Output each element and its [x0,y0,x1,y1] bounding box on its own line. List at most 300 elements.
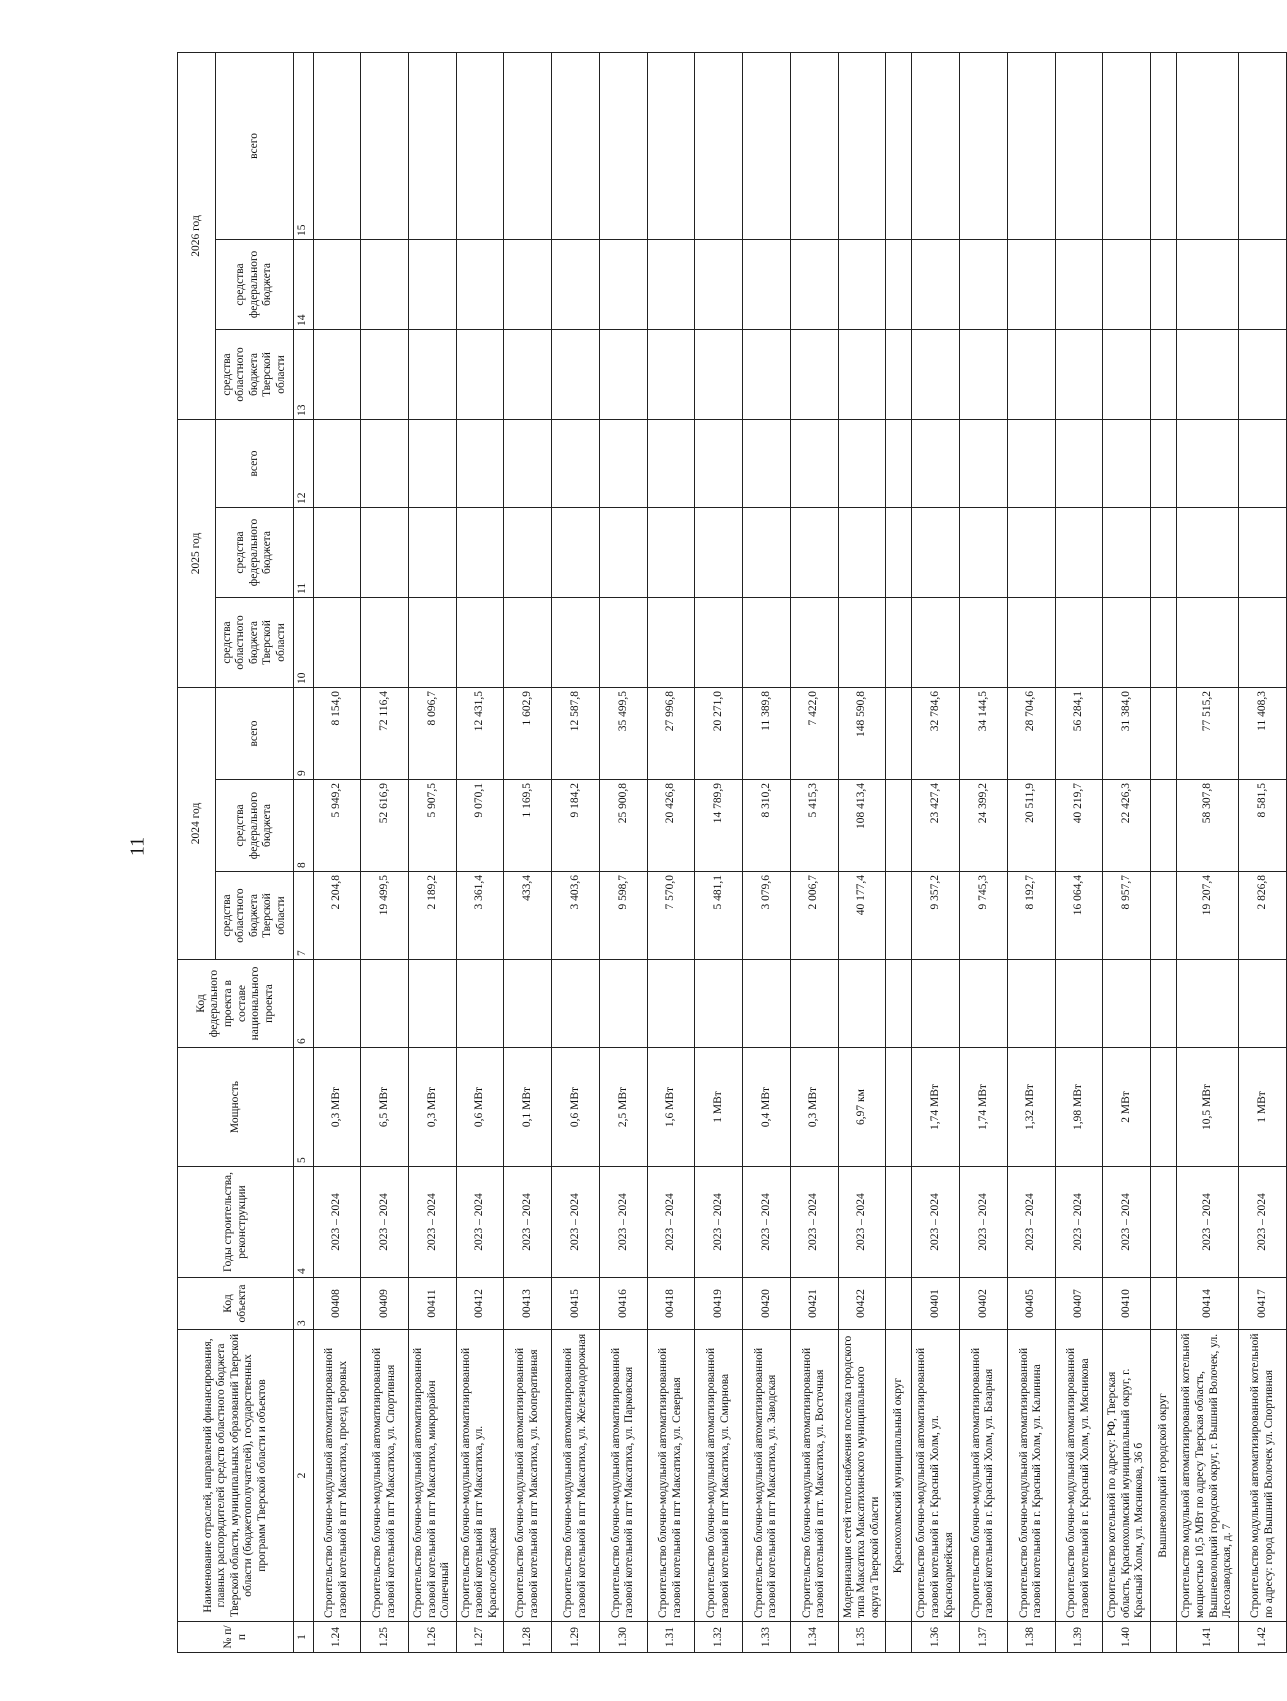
empty-cell [886,872,912,960]
total-2024: 8 096,7 [408,687,456,779]
total-2024: 11 389,8 [743,687,791,779]
section-title: Вышневолоцкий городской округ [1151,1330,1177,1622]
object-code: 00416 [599,1278,647,1330]
total-2024: 32 784,6 [912,687,960,779]
total-2026 [313,52,361,239]
construction-years: 2023 – 2024 [838,1167,886,1278]
fed-project-code [1007,960,1055,1048]
empty-cell [1151,239,1177,329]
fed-project-code [599,960,647,1048]
empty-cell [1151,872,1177,960]
empty-cell [886,52,912,239]
total-2026 [552,52,600,239]
total-2025 [504,419,552,507]
table-row [743,52,791,1652]
total-2024: 8 154,0 [313,687,361,779]
capacity: 0,3 МВт [790,1048,838,1167]
row-number: 1.24 [313,1622,361,1653]
total-2026 [1239,52,1287,239]
total-2026 [1103,52,1151,239]
fed-project-code [838,960,886,1048]
row-number: 1.27 [456,1622,504,1653]
total-2025 [1239,419,1287,507]
regional-2025 [1055,597,1103,687]
object-code: 00412 [456,1278,504,1330]
header-regional-2025: средства областного бюджета Тверской области [216,597,294,687]
total-2025 [790,419,838,507]
table-row [361,52,409,1652]
empty-cell [886,780,912,872]
construction-years: 2023 – 2024 [1055,1167,1103,1278]
empty-cell [1151,1278,1177,1330]
construction-years: 2023 – 2024 [1239,1167,1287,1278]
regional-2024: 2 006,7 [790,872,838,960]
federal-2025 [912,507,960,597]
capacity: 1,6 МВт [647,1048,695,1167]
federal-2026 [408,239,456,329]
regional-2026 [1239,329,1287,419]
construction-years: 2023 – 2024 [1007,1167,1055,1278]
header-federal-2025: средства федерального бюджета [216,507,294,597]
total-2025 [313,419,361,507]
federal-2025 [647,507,695,597]
total-2025 [599,419,647,507]
object-name: Строительство блочно-модульной автоматизированной газовой котельной в г. Красный Холм, ул. Базарная [960,1330,1008,1622]
object-code: 00419 [695,1278,743,1330]
object-name: Строительство блочно-модульной автоматизированной газовой котельной в пгт Максатиха, ул. Парковская [599,1330,647,1622]
regional-2026 [790,329,838,419]
empty-cell [886,597,912,687]
regional-2025 [838,597,886,687]
object-name: Строительство блочно-модульной автоматизированной газовой котельной в г. Красный Холм, ул. Красноармейская [912,1330,960,1622]
federal-2026 [1239,239,1287,329]
total-2026 [1007,52,1055,239]
regional-2025 [313,597,361,687]
total-2026 [838,52,886,239]
federal-2026 [361,239,409,329]
row-number: 1.37 [960,1622,1008,1653]
federal-2024: 20 511,9 [1007,780,1055,872]
regional-2026 [1103,329,1151,419]
object-name: Модернизация сетей теплоснабжения поселка городского типа Максатиха Максатихинского муниципального округа Тверской области [838,1330,886,1622]
federal-2026 [743,239,791,329]
regional-2026 [361,329,409,419]
federal-2026 [552,239,600,329]
federal-2024: 20 426,8 [647,780,695,872]
regional-2026 [313,329,361,419]
regional-2025 [361,597,409,687]
federal-2026 [647,239,695,329]
capacity: 1 МВт [695,1048,743,1167]
total-2026 [361,52,409,239]
federal-2026 [1177,239,1239,329]
row-number: 1.38 [1007,1622,1055,1653]
total-2024: 27 996,8 [647,687,695,779]
federal-2024: 9 184,2 [552,780,600,872]
capacity: 1,32 МВт [1007,1048,1055,1167]
total-2025 [695,419,743,507]
object-name: Строительство котельной по адресу: РФ, Тверская область, Краснохолмский муниципальный округ, г. Красный Холм, ул. Мясникова, 36 б [1103,1330,1151,1622]
regional-2026 [552,329,600,419]
table-row [456,52,504,1652]
federal-2026 [1007,239,1055,329]
object-code: 00408 [313,1278,361,1330]
fed-project-code [960,960,1008,1048]
object-code: 00409 [361,1278,409,1330]
table-body [294,52,1287,1652]
header-regional-2024: средства областного бюджета Тверской области [216,872,294,960]
row-number: 1.39 [1055,1622,1103,1653]
fed-project-code [456,960,504,1048]
capacity: 1,98 МВт [1055,1048,1103,1167]
capacity: 1,74 МВт [960,1048,1008,1167]
object-name: Строительство модульной автоматизированной котельной по адресу: город Вышний Волочек ул. Спортивная [1239,1330,1287,1622]
total-2024: 11 408,3 [1239,687,1287,779]
total-2025 [456,419,504,507]
regional-2025 [456,597,504,687]
section-no-cell [1151,1622,1177,1653]
federal-2025 [695,507,743,597]
total-2026 [743,52,791,239]
regional-2024: 9 745,3 [960,872,1008,960]
header-power: Мощность [178,1048,294,1167]
regional-2025 [960,597,1008,687]
federal-2025 [790,507,838,597]
federal-2024: 40 219,7 [1055,780,1103,872]
federal-2024: 52 616,9 [361,780,409,872]
object-name: Строительство блочно-модульной автоматизированной газовой котельной в пгт Максатиха, ул. Смирнова [695,1330,743,1622]
total-2026 [790,52,838,239]
object-code: 00417 [1239,1278,1287,1330]
total-2025 [743,419,791,507]
header-year-2026: 2026 год [178,52,216,419]
table-row [1239,52,1287,1652]
regional-2025 [790,597,838,687]
table-row [1103,52,1151,1652]
header-federal-2026: средства федерального бюджета [216,239,294,329]
federal-2025 [599,507,647,597]
object-code: 00420 [743,1278,791,1330]
table-row [408,52,456,1652]
total-2025 [361,419,409,507]
empty-cell [886,1167,912,1278]
regional-2024: 7 570,0 [647,872,695,960]
object-name: Строительство блочно-модульной автоматизированной газовой котельной в пгт. Максатиха, ул. Восточная [790,1330,838,1622]
empty-cell [1151,687,1177,779]
federal-2024: 25 900,8 [599,780,647,872]
col-number: 9 [294,687,314,779]
capacity: 0,6 МВт [552,1048,600,1167]
object-code: 00421 [790,1278,838,1330]
total-2024: 7 422,0 [790,687,838,779]
empty-cell [886,687,912,779]
federal-2024: 14 789,9 [695,780,743,872]
federal-2024: 5 907,5 [408,780,456,872]
col-number: 7 [294,872,314,960]
federal-2024: 5 415,3 [790,780,838,872]
table-row [504,52,552,1652]
total-2024: 72 116,4 [361,687,409,779]
federal-2025 [456,507,504,597]
federal-2025 [1007,507,1055,597]
empty-cell [1151,960,1177,1048]
header-no: № п/п [178,1622,294,1653]
object-name: Строительство блочно-модульной автоматизированной газовой котельной в пгт Максатиха, ул. Кооперативная [504,1330,552,1622]
federal-2024: 8 581,5 [1239,780,1287,872]
table-row [790,52,838,1652]
fed-project-code [1239,960,1287,1048]
total-2024: 20 271,0 [695,687,743,779]
table-row [695,52,743,1652]
empty-cell [886,960,912,1048]
federal-2025 [361,507,409,597]
empty-cell [886,329,912,419]
budget-table [177,52,1287,1653]
regional-2024: 3 403,6 [552,872,600,960]
total-2025 [552,419,600,507]
empty-cell [886,1048,912,1167]
federal-2026 [960,239,1008,329]
regional-2026 [456,329,504,419]
regional-2026 [912,329,960,419]
total-2024: 28 704,6 [1007,687,1055,779]
empty-cell [1151,597,1177,687]
row-number: 1.26 [408,1622,456,1653]
federal-2025 [960,507,1008,597]
section-no-cell [886,1622,912,1653]
object-code: 00411 [408,1278,456,1330]
regional-2024: 19 207,4 [1177,872,1239,960]
col-number: 8 [294,780,314,872]
capacity: 0,3 МВт [408,1048,456,1167]
row-number: 1.30 [599,1622,647,1653]
federal-2024: 5 949,2 [313,780,361,872]
col-number: 13 [294,329,314,419]
total-2026 [408,52,456,239]
regional-2025 [408,597,456,687]
total-2024: 31 384,0 [1103,687,1151,779]
federal-2026 [838,239,886,329]
regional-2026 [743,329,791,419]
federal-2024: 8 310,2 [743,780,791,872]
fed-project-code [1103,960,1151,1048]
row-number: 1.29 [552,1622,600,1653]
federal-2026 [1055,239,1103,329]
regional-2026 [695,329,743,419]
fed-project-code [504,960,552,1048]
fed-project-code [647,960,695,1048]
total-2025 [912,419,960,507]
empty-cell [1151,780,1177,872]
federal-2025 [1055,507,1103,597]
construction-years: 2023 – 2024 [456,1167,504,1278]
regional-2024: 3 079,6 [743,872,791,960]
federal-2024: 58 307,8 [1177,780,1239,872]
federal-2026 [790,239,838,329]
regional-2025 [695,597,743,687]
total-2025 [647,419,695,507]
header-total-2026: всего [216,52,294,239]
empty-cell [1151,52,1177,239]
row-number: 1.32 [695,1622,743,1653]
capacity: 0,4 МВт [743,1048,791,1167]
row-number: 1.25 [361,1622,409,1653]
total-2024: 34 144,5 [960,687,1008,779]
regional-2025 [1103,597,1151,687]
construction-years: 2023 – 2024 [361,1167,409,1278]
col-number: 15 [294,52,314,239]
regional-2025 [552,597,600,687]
total-2025 [838,419,886,507]
federal-2026 [695,239,743,329]
header-regional-2026: средства областного бюджета Тверской области [216,329,294,419]
page-number: 11 [126,836,149,857]
object-name: Строительство блочно-модульной автоматизированной газовой котельной в пгт Максатиха, микрорайон Солнечный [408,1330,456,1622]
object-code: 00405 [1007,1278,1055,1330]
object-code: 00414 [1177,1278,1239,1330]
fed-project-code [361,960,409,1048]
object-code: 00410 [1103,1278,1151,1330]
construction-years: 2023 – 2024 [743,1167,791,1278]
object-name: Строительство блочно-модульной автоматизированной газовой котельной в пгт Максатиха, ул. Краснослободская [456,1330,504,1622]
construction-years: 2023 – 2024 [647,1167,695,1278]
federal-2024: 9 070,1 [456,780,504,872]
total-2024: 148 590,8 [838,687,886,779]
col-number: 6 [294,960,314,1048]
object-code: 00422 [838,1278,886,1330]
construction-years: 2023 – 2024 [790,1167,838,1278]
federal-2025 [1239,507,1287,597]
total-2026 [599,52,647,239]
object-code: 00413 [504,1278,552,1330]
federal-2026 [912,239,960,329]
construction-years: 2023 – 2024 [552,1167,600,1278]
regional-2024: 5 481,1 [695,872,743,960]
table-row [1007,52,1055,1652]
empty-cell [1151,419,1177,507]
row-number: 1.33 [743,1622,791,1653]
total-2026 [647,52,695,239]
regional-2024: 16 064,4 [1055,872,1103,960]
capacity: 0,3 МВт [313,1048,361,1167]
federal-2024: 108 413,4 [838,780,886,872]
empty-cell [886,239,912,329]
regional-2024: 2 189,2 [408,872,456,960]
table-row [552,52,600,1652]
col-number: 11 [294,507,314,597]
construction-years: 2023 – 2024 [313,1167,361,1278]
header-fed-code: Код федерального проекта в составе национального проекта [178,960,294,1048]
federal-2026 [313,239,361,329]
capacity: 6,5 МВт [361,1048,409,1167]
empty-cell [1151,1048,1177,1167]
header-name: Наименование отраслей, направлений финансирования, главных распорядителей средств областного бюджета Тверской области, муниципальных образований Тверской области (бюджетополучателей), государственных программ Тверской области и объектов [178,1330,294,1622]
header-total-2024: всего [216,687,294,779]
fed-project-code [1177,960,1239,1048]
object-code: 00415 [552,1278,600,1330]
object-name: Строительство блочно-модульной автоматизированной газовой котельной в г. Красный Холм, ул. Калинина [1007,1330,1055,1622]
regional-2024: 9 598,7 [599,872,647,960]
regional-2024: 19 499,5 [361,872,409,960]
col-number: 1 [294,1622,314,1653]
total-2025 [1103,419,1151,507]
regional-2026 [1177,329,1239,419]
table-row [313,52,361,1652]
total-2024: 77 515,2 [1177,687,1239,779]
fed-project-code [790,960,838,1048]
total-2026 [456,52,504,239]
object-name: Строительство блочно-модульной автоматизированной газовой котельной в пгт Максатиха, проезд Боровых [313,1330,361,1622]
table-row [599,52,647,1652]
capacity: 2,5 МВт [599,1048,647,1167]
construction-years: 2023 – 2024 [960,1167,1008,1278]
object-code: 00407 [1055,1278,1103,1330]
row-number: 1.34 [790,1622,838,1653]
capacity: 2 МВт [1103,1048,1151,1167]
object-code: 00401 [912,1278,960,1330]
table-row [838,52,886,1652]
capacity: 1 МВт [1239,1048,1287,1167]
row-number: 1.40 [1103,1622,1151,1653]
fed-project-code [743,960,791,1048]
regional-2024: 8 192,7 [1007,872,1055,960]
federal-2026 [456,239,504,329]
regional-2024: 3 361,4 [456,872,504,960]
fed-project-code [1055,960,1103,1048]
total-2026 [1055,52,1103,239]
federal-2024: 1 169,5 [504,780,552,872]
construction-years: 2023 – 2024 [695,1167,743,1278]
regional-2024: 433,4 [504,872,552,960]
empty-cell [886,507,912,597]
header-years: Годы строительства, реконструкции [178,1167,294,1278]
regional-2025 [743,597,791,687]
col-number: 2 [294,1330,314,1622]
construction-years: 2023 – 2024 [504,1167,552,1278]
fed-project-code [912,960,960,1048]
object-name: Строительство блочно-модульной автоматизированной газовой котельной в пгт Максатиха, ул. Железнодорожная [552,1330,600,1622]
capacity: 6,97 км [838,1048,886,1167]
regional-2025 [599,597,647,687]
federal-2025 [743,507,791,597]
regional-2025 [912,597,960,687]
fed-project-code [313,960,361,1048]
header-code: Код объекта [178,1278,294,1330]
section-title: Краснохолмский муниципальный округ [886,1330,912,1622]
header-year-2025: 2025 год [178,419,216,687]
regional-2026 [1055,329,1103,419]
total-2025 [1177,419,1239,507]
regional-2025 [1007,597,1055,687]
object-name: Строительство блочно-модульной автоматизированной газовой котельной в пгт Максатиха, ул. Спортивная [361,1330,409,1622]
total-2026 [504,52,552,239]
regional-2024: 2 204,8 [313,872,361,960]
col-number: 14 [294,239,314,329]
construction-years: 2023 – 2024 [408,1167,456,1278]
federal-2025 [313,507,361,597]
capacity: 0,1 МВт [504,1048,552,1167]
federal-2024: 23 427,4 [912,780,960,872]
empty-cell [1151,1167,1177,1278]
federal-2025 [838,507,886,597]
regional-2025 [1177,597,1239,687]
regional-2026 [960,329,1008,419]
regional-2026 [408,329,456,419]
row-number: 1.36 [912,1622,960,1653]
fed-project-code [695,960,743,1048]
col-number: 12 [294,419,314,507]
total-2025 [408,419,456,507]
